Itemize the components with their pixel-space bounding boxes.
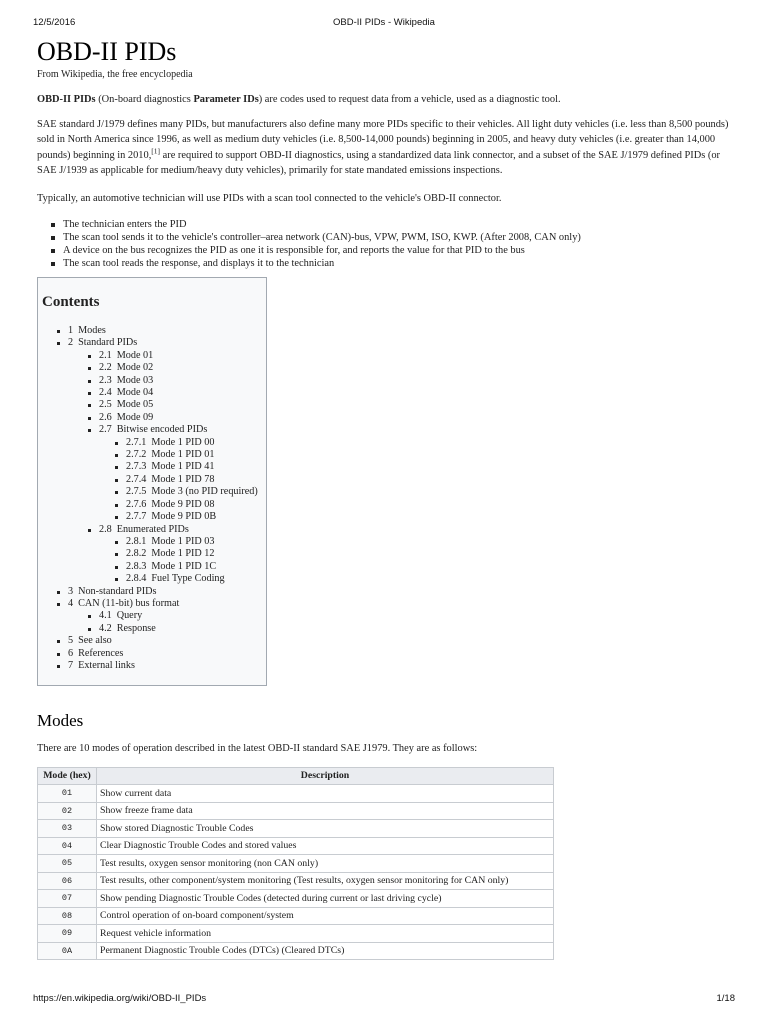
toc-item-label: Mode 9 PID 0B — [151, 511, 217, 523]
technician-paragraph: Typically, an automotive technician will use PIDs with a scan tool connected to the vehicle's OBD-II connector. — [37, 192, 502, 204]
toc-item[interactable] — [42, 424, 266, 436]
bullet-icon — [115, 553, 118, 556]
toc-item-number: 2.6 — [99, 411, 112, 423]
article-content — [37, 36, 731, 960]
toc-item-number: 7 — [68, 659, 74, 671]
toc-item-number: 2.7.3 — [126, 461, 147, 473]
column-header-mode: Mode (hex) — [38, 767, 97, 785]
toc-item[interactable] — [42, 660, 266, 672]
toc-item[interactable] — [42, 598, 266, 610]
print-date: 12/5/2016 — [33, 17, 76, 28]
intro-paren-open: (On-board diagnostics — [95, 94, 194, 105]
mode-description-cell: Show current data — [97, 785, 554, 803]
toc-item-label: Mode 1 PID 41 — [151, 461, 215, 473]
bullet-icon — [57, 591, 60, 594]
toc-item[interactable] — [42, 573, 266, 585]
mode-code-cell: 08 — [38, 907, 97, 925]
toc-item[interactable] — [42, 474, 266, 486]
toc-item-label: Mode 02 — [116, 362, 154, 374]
toc-item[interactable] — [42, 325, 266, 337]
toc-list — [42, 325, 266, 672]
table-row — [38, 872, 554, 890]
mode-code-cell: 09 — [38, 925, 97, 943]
toc-item[interactable] — [42, 623, 266, 635]
bullet-icon — [88, 355, 91, 358]
toc-item-label: Mode 1 PID 00 — [151, 436, 215, 448]
toc-item-label: Mode 9 PID 08 — [151, 498, 215, 510]
table-of-contents — [37, 277, 267, 686]
table-row — [38, 820, 554, 838]
mode-code-cell: 06 — [38, 872, 97, 890]
mode-code-cell: 02 — [38, 802, 97, 820]
table-row — [38, 785, 554, 803]
toc-item[interactable] — [42, 511, 266, 523]
toc-item-label: Mode 1 PID 12 — [151, 548, 215, 560]
bullet-icon — [88, 367, 91, 370]
table-row — [38, 890, 554, 908]
bullet-icon — [115, 516, 118, 519]
toc-item-number: 2.8.4 — [126, 573, 147, 585]
toc-item-label: Fuel Type Coding — [151, 573, 225, 585]
toc-item-number: 2.1 — [99, 349, 112, 361]
mode-description-cell: Permanent Diagnostic Trouble Codes (DTCs) (Cleared DTCs) — [97, 942, 554, 960]
bullet-icon — [88, 380, 91, 383]
page-title: OBD-II PIDs — [37, 37, 177, 66]
toc-item-number: 2.8 — [99, 523, 112, 535]
bullet-icon — [115, 491, 118, 494]
mode-description-cell: Control operation of on-board component/system — [97, 907, 554, 925]
intro-term: OBD-II PIDs — [37, 94, 96, 105]
print-page-number: 1/18 — [716, 993, 735, 1004]
bullet-icon — [88, 529, 91, 532]
standards-paragraph — [37, 117, 731, 179]
standards-text-b: are required to support OBD-II diagnostics, using a standardized data link connector, and a subset of the SAE J/1979 defined PIDs (or SAE J/1939 as applicable for medium/heavy duty vehicles), primarily for state mandated emissions inspections. — [37, 149, 721, 176]
toc-item-number: 4.2 — [99, 622, 112, 634]
table-row — [38, 907, 554, 925]
modes-intro: There are 10 modes of operation described in the latest OBD-II standard SAE J1979. They are as follows: — [37, 743, 478, 754]
toc-item-number: 1 — [68, 325, 74, 336]
bullet-icon — [88, 404, 91, 407]
toc-item-label: Mode 1 PID 01 — [151, 449, 215, 461]
toc-item-label: Response — [116, 622, 156, 634]
toc-item[interactable] — [42, 375, 266, 387]
toc-item[interactable] — [42, 548, 266, 560]
mode-description-cell: Test results, other component/system monitoring (Test results, oxygen sensor monitoring for CAN only) — [97, 872, 554, 890]
toc-item[interactable] — [42, 586, 266, 598]
toc-item-label: Bitwise encoded PIDs — [116, 424, 208, 436]
toc-item[interactable] — [42, 362, 266, 374]
bullet-icon — [57, 640, 60, 643]
print-page-title: OBD-II PIDs - Wikipedia — [333, 17, 435, 28]
mode-description-cell: Request vehicle information — [97, 925, 554, 943]
toc-item-label: Non-standard PIDs — [78, 585, 157, 597]
toc-item-number: 2.7.7 — [126, 511, 147, 523]
toc-item[interactable] — [42, 561, 266, 573]
toc-item-number: 2.4 — [99, 387, 112, 399]
section-heading-modes: Modes — [37, 711, 84, 730]
bullet-icon — [115, 454, 118, 457]
list-item: The scan tool sends it to the vehicle's controller–area network (CAN)-bus, VPW, PWM, ISO, KWP. (After 2008, CAN only) — [51, 231, 731, 244]
bullet-icon — [88, 417, 91, 420]
toc-item-label: Enumerated PIDs — [116, 523, 189, 535]
table-row — [38, 925, 554, 943]
toc-item-label: References — [78, 647, 124, 659]
tagline: From Wikipedia, the free encyclopedia — [37, 69, 193, 80]
modes-table — [37, 767, 554, 961]
bullet-icon — [57, 603, 60, 606]
toc-item[interactable] — [42, 350, 266, 362]
bullet-icon — [88, 429, 91, 432]
toc-item-label: External links — [78, 659, 135, 671]
toc-item-label: Standard PIDs — [78, 337, 138, 349]
reference-link[interactable]: [1] — [151, 146, 161, 156]
bullet-icon — [57, 665, 60, 668]
toc-item[interactable] — [42, 486, 266, 498]
intro-paragraph — [37, 92, 731, 108]
toc-item-number: 4.1 — [99, 610, 112, 622]
toc-item-label: Mode 09 — [116, 411, 154, 423]
toc-item-number: 2.5 — [99, 399, 112, 411]
toc-item-label: Query — [116, 610, 143, 622]
toc-item-label: Mode 1 PID 78 — [151, 473, 215, 485]
mode-code-cell: 03 — [38, 820, 97, 838]
mode-code-cell: 07 — [38, 890, 97, 908]
table-row — [38, 855, 554, 873]
bullet-icon — [88, 628, 91, 631]
intro-param-link[interactable]: Parameter IDs — [193, 94, 259, 105]
toc-item[interactable] — [42, 524, 266, 536]
mode-description-cell: Show freeze frame data — [97, 802, 554, 820]
toc-item-number: 3 — [68, 585, 74, 597]
toc-item-label: Mode 3 (no PID required) — [151, 486, 258, 498]
toc-item[interactable] — [42, 437, 266, 449]
toc-item[interactable] — [42, 337, 266, 349]
modes-table-body — [38, 785, 554, 960]
toc-item-number: 2.7.2 — [126, 449, 147, 461]
bullet-icon — [115, 541, 118, 544]
bullet-icon — [88, 615, 91, 618]
toc-item-number: 2.8.2 — [126, 548, 147, 560]
mode-description-cell: Show stored Diagnostic Trouble Codes — [97, 820, 554, 838]
toc-item-label: Mode 05 — [116, 399, 154, 411]
list-item: The technician enters the PID — [51, 218, 731, 231]
bullet-icon — [115, 466, 118, 469]
toc-item-label: Modes — [78, 325, 106, 336]
list-item: A device on the bus recognizes the PID as one it is responsible for, and reports the value for that PID to the bus — [51, 244, 731, 257]
intro-rest: ) are codes used to request data from a vehicle, used as a diagnostic tool. — [258, 94, 561, 105]
toc-item[interactable] — [42, 648, 266, 660]
toc-item-number: 2.7.6 — [126, 498, 147, 510]
bullet-icon — [57, 342, 60, 345]
table-row — [38, 837, 554, 855]
toc-item-number: 4 — [68, 597, 74, 609]
toc-item-number: 2.7.4 — [126, 473, 147, 485]
bullet-icon — [115, 578, 118, 581]
toc-item-label: Mode 1 PID 03 — [151, 535, 215, 547]
bullet-icon — [88, 392, 91, 395]
toc-item-number: 6 — [68, 647, 74, 659]
bullet-icon — [115, 479, 118, 482]
toc-item-number: 2.7.5 — [126, 486, 147, 498]
toc-item-label: Mode 04 — [116, 387, 154, 399]
toc-item-label: Mode 03 — [116, 374, 154, 386]
table-row — [38, 802, 554, 820]
bullet-icon — [57, 653, 60, 656]
toc-item-label: CAN (11-bit) bus format — [78, 597, 180, 609]
toc-item[interactable] — [42, 536, 266, 548]
table-header-row — [38, 767, 554, 785]
toc-item[interactable] — [42, 449, 266, 461]
toc-item-number: 2.7 — [99, 424, 112, 436]
toc-item-number: 5 — [68, 635, 74, 647]
toc-item-number: 2.7.1 — [126, 436, 147, 448]
bullet-icon — [115, 504, 118, 507]
mode-code-cell: 04 — [38, 837, 97, 855]
list-item: The scan tool reads the response, and displays it to the technician — [51, 257, 731, 270]
toc-item[interactable] — [42, 412, 266, 424]
column-header-description: Description — [97, 767, 554, 785]
table-row — [38, 942, 554, 960]
mode-description-cell: Clear Diagnostic Trouble Codes and stored values — [97, 837, 554, 855]
toc-item-label: Mode 1 PID 1C — [151, 560, 217, 572]
toc-item[interactable] — [42, 499, 266, 511]
toc-item-label: See also — [78, 635, 112, 647]
procedure-list — [37, 218, 731, 270]
toc-item[interactable] — [42, 461, 266, 473]
toc-item-number: 2.3 — [99, 374, 112, 386]
bullet-icon — [57, 330, 60, 333]
toc-item-number: 2.8.3 — [126, 560, 147, 572]
toc-item-number: 2.2 — [99, 362, 112, 374]
toc-item[interactable] — [42, 399, 266, 411]
toc-item[interactable] — [42, 635, 266, 647]
mode-code-cell: 01 — [38, 785, 97, 803]
toc-item-label: Mode 01 — [116, 349, 154, 361]
toc-item-number: 2.8.1 — [126, 535, 147, 547]
bullet-icon — [115, 566, 118, 569]
mode-code-cell: 05 — [38, 855, 97, 873]
mode-code-cell: 0A — [38, 942, 97, 960]
bullet-icon — [115, 442, 118, 445]
mode-description-cell: Show pending Diagnostic Trouble Codes (detected during current or last driving cycle) — [97, 890, 554, 908]
mode-description-cell: Test results, oxygen sensor monitoring (non CAN only) — [97, 855, 554, 873]
toc-item[interactable] — [42, 387, 266, 399]
standards-text-a: SAE standard J/1979 defines many PIDs, but manufacturers also define many more PIDs specific to their vehicles. All light duty vehicles (i.e. less than 8,500 pounds) sold in North America since 1996, as well as medium duty vehicles (i.e. 8,500-14,000 pounds) beginning in 2005, and heavy duty vehicles (i.e. greater than 14,000 pounds) beginning in 2010, — [37, 118, 729, 161]
toc-title: Contents — [42, 294, 100, 310]
toc-item-number: 2 — [68, 337, 74, 349]
toc-item[interactable] — [42, 610, 266, 622]
print-url: https://en.wikipedia.org/wiki/OBD-II_PIDs — [33, 993, 207, 1004]
